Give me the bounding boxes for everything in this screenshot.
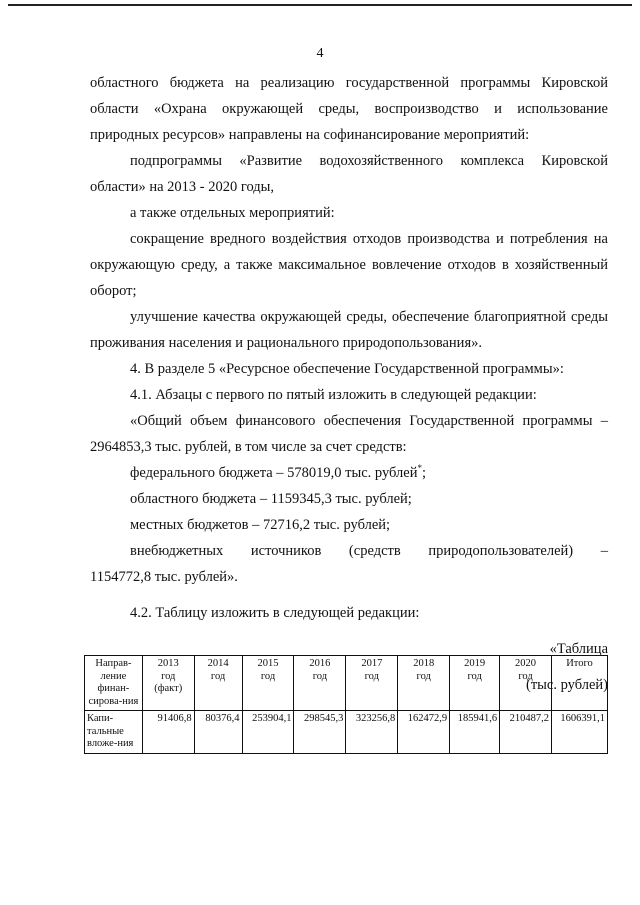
header-2015 — [242, 656, 294, 711]
header-year: 2017 — [361, 658, 383, 669]
cell-2019: 185941,6 — [450, 711, 500, 754]
table-row — [85, 711, 608, 754]
federal-budget-text: федерального бюджета – 578019,0 тыс. рублей — [130, 465, 418, 481]
header-2018 — [398, 656, 450, 711]
paragraph: подпрограммы «Развитие водохозяйственного комплекса Кировской области» на 2013 - 2020 годы, — [90, 153, 608, 195]
paragraph: местных бюджетов – 72716,2 тыс. рублей; — [130, 517, 391, 533]
header-year-word: год — [467, 670, 482, 682]
header-year: 2019 — [464, 658, 486, 669]
table-title: «Таблица — [549, 641, 608, 657]
cell-2017: 323256,8 — [346, 711, 398, 754]
cell-2016: 298545,3 — [294, 711, 346, 754]
federal-budget-tail: ; — [421, 465, 427, 481]
footnote-mark: * — [417, 463, 422, 474]
cell-2013: 91406,8 — [142, 711, 194, 754]
top-rule — [8, 4, 632, 6]
paragraph: областного бюджета – 1159345,3 тыс. рублей; — [130, 491, 412, 507]
header-year: 2016 — [309, 658, 331, 669]
header-year-word: год — [312, 670, 328, 682]
paragraph: областного бюджета на реализацию государственной программы Кировской области «Охрана окружающей среды, воспроизводство и использование природных ресурсов» направлены на софинансирование мероприятий: — [90, 75, 608, 143]
document-body — [90, 70, 608, 698]
header-year-word: год — [161, 670, 176, 682]
header-direction: Направ-ление финан-сирова-ния — [85, 656, 143, 711]
paragraph: а также отдельных мероприятий: — [130, 205, 335, 221]
header-year-word: год — [260, 670, 276, 682]
header-fact: (факт) — [154, 683, 183, 694]
page-number: 4 — [316, 46, 324, 61]
cell-2014: 80376,4 — [194, 711, 242, 754]
header-year: 2013 — [157, 658, 179, 669]
header-year: 2020 — [515, 658, 537, 669]
paragraph: 4.2. Таблицу изложить в следующей редакции: — [130, 605, 420, 621]
table-units: (тыс. рублей) — [526, 677, 608, 693]
paragraph: 4.1. Абзацы с первого по пятый изложить в следующей редакции: — [130, 387, 537, 403]
cell-2015: 253904,1 — [242, 711, 294, 754]
header-year: 2015 — [257, 658, 279, 669]
header-total: Итого — [552, 656, 608, 711]
header-year-word: год — [416, 670, 431, 682]
header-2017 — [346, 656, 398, 711]
paragraph: улучшение качества окружающей среды, обеспечение благоприятной среды проживания населения и рационального природопользования». — [90, 309, 608, 351]
cell-2018: 162472,9 — [398, 711, 450, 754]
paragraph: сокращение вредного воздействия отходов производства и потребления на окружающую среду, а также максимальное вовлечение отходов в хозяйственный оборот; — [90, 231, 608, 299]
header-2019 — [450, 656, 500, 711]
header-2014 — [194, 656, 242, 711]
header-year-word: год — [210, 670, 226, 682]
header-2020 — [500, 656, 552, 711]
paragraph: «Общий объем финансового обеспечения Государственной программы – 2964853,3 тыс. рублей, в том числе за счет средств: — [90, 413, 608, 455]
header-year-word: год — [364, 670, 379, 682]
header-year: 2018 — [413, 658, 435, 669]
header-2013 — [142, 656, 194, 711]
header-year: 2014 — [207, 658, 229, 669]
paragraph: внебюджетных источников (средств природопользователей) – — [130, 543, 608, 559]
header-2016 — [294, 656, 346, 711]
financing-table — [84, 655, 608, 754]
header-year-word: год — [518, 670, 533, 682]
cell-2020: 210487,2 — [500, 711, 552, 754]
row-label: Капи-тальные вложе-ния — [85, 711, 143, 754]
table-header-row — [85, 656, 608, 711]
paragraph: 4. В разделе 5 «Ресурсное обеспечение Государственной программы»: — [130, 361, 564, 377]
paragraph-federal — [90, 460, 608, 486]
paragraph: 1154772,8 тыс. рублей». — [90, 569, 238, 585]
cell-total: 1606391,1 — [552, 711, 608, 754]
